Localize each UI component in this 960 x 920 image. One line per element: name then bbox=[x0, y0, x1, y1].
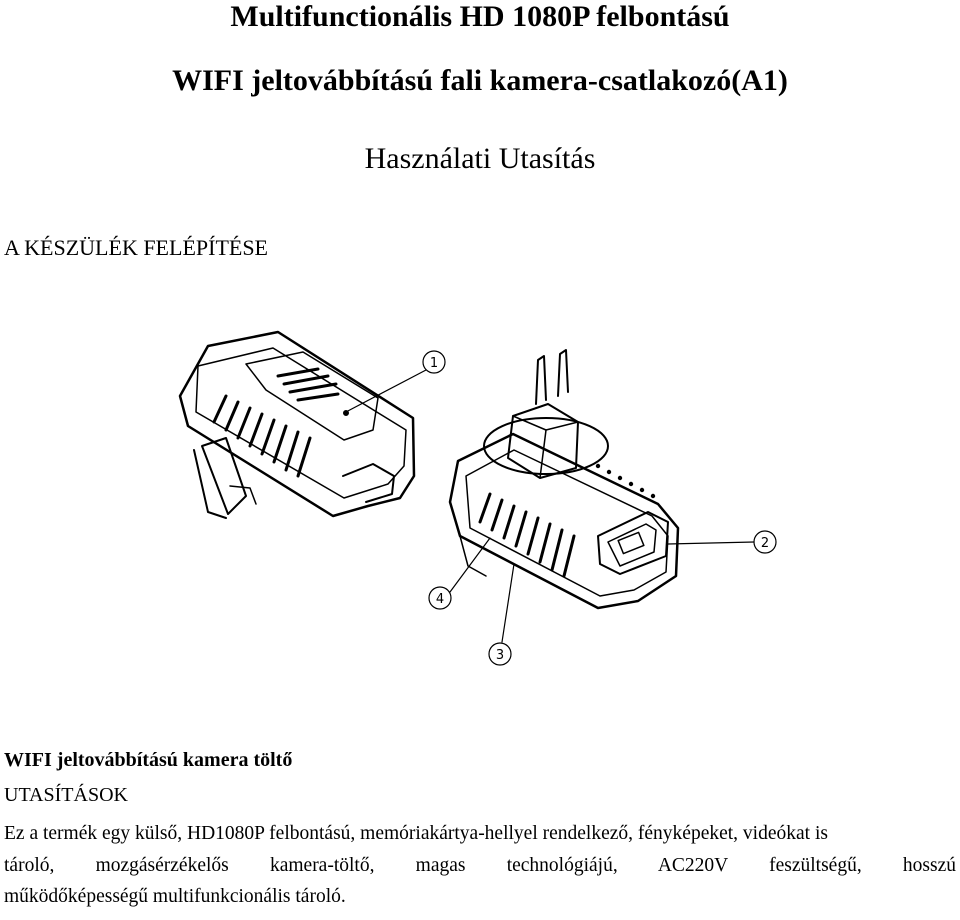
device-back-view bbox=[180, 332, 414, 518]
document-title-line-2: WIFI jeltovábbítású fali kamera-csatlakozó(A1) bbox=[172, 64, 788, 97]
instructions-paragraph bbox=[4, 818, 956, 913]
callout-2-label: 2 bbox=[760, 536, 770, 551]
paragraph-line-1: Ez a termék egy külső, HD1080P felbontású, memóriakártya-hellyel rendelkező, fényképeket, videókat is bbox=[4, 823, 828, 844]
document-subtitle: Használati Utasítás bbox=[364, 142, 596, 175]
document-title-line-1: Multifunctionális HD 1080P felbontású bbox=[230, 0, 730, 33]
callout-4-label: 4 bbox=[435, 592, 445, 607]
section-heading-device-structure: A KÉSZÜLÉK FELÉPÍTÉSE bbox=[4, 235, 268, 260]
device-diagram bbox=[168, 326, 788, 671]
product-heading: WIFI jeltovábbítású kamera töltő bbox=[4, 749, 293, 771]
callout-1-label: 1 bbox=[429, 356, 439, 371]
paragraph-line-2: tároló, mozgásérzékelős kamera-töltő, magas technológiájú, AC220V feszültségű, hosszú bbox=[4, 854, 956, 876]
paragraph-line-3: működőképességű multifunkcionális tároló. bbox=[4, 886, 346, 907]
callout-3-label: 3 bbox=[495, 648, 505, 663]
instructions-heading: UTASÍTÁSOK bbox=[4, 784, 128, 806]
device-front-view bbox=[450, 350, 678, 608]
